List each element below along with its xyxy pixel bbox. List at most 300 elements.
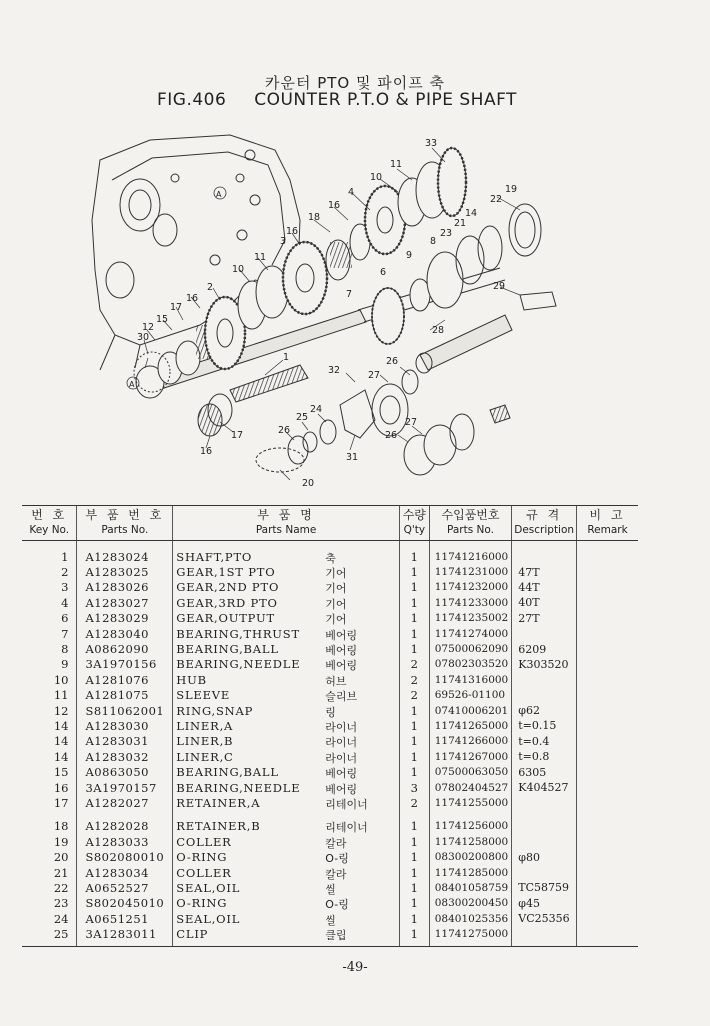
row-part-name-en: RING,SNAP: [176, 703, 254, 718]
row-part-name-ko: 리테이너: [325, 821, 368, 835]
row-part-name-en: SLEEVE: [176, 688, 231, 703]
row-part-name: [173, 611, 400, 626]
row-part-name-en: CLIP: [176, 927, 209, 942]
row-description: t=0.8: [512, 749, 577, 764]
row-part-name: [173, 880, 400, 895]
row-part-no: A0651251: [77, 911, 173, 926]
part-callout-25: 25: [296, 412, 309, 423]
row-description: φ80: [512, 849, 577, 864]
row-qty: 1: [399, 641, 429, 656]
row-key: 6: [61, 611, 69, 626]
row-part-name: [173, 672, 400, 687]
row-remark: [577, 780, 638, 795]
row-part-name-en: BEARING,BALL: [176, 765, 279, 780]
row-part-name-en: BEARING,NEEDLE: [176, 657, 301, 672]
row-remark: [577, 926, 638, 946]
part-callout-16c: 16: [186, 293, 199, 304]
parts-table: [22, 505, 638, 947]
row-description: [512, 811, 577, 834]
row-part-name-ko: O-링: [325, 898, 349, 912]
row-part-name: [173, 703, 400, 718]
figure-title-english: COUNTER P.T.O & PIPE SHAFT: [254, 90, 517, 110]
row-qty: 1: [399, 595, 429, 610]
title-korean: 카운터 PTO 및 파이프 축: [264, 74, 445, 92]
row-key: 20: [53, 850, 69, 865]
row-part-no: A1283031: [77, 734, 173, 749]
row-import-no: 11741265000: [429, 718, 512, 733]
row-remark: [577, 641, 638, 656]
row-description: [512, 926, 577, 946]
row-part-name-ko: 칼라: [325, 836, 347, 850]
row-description: t=0.4: [512, 734, 577, 749]
row-qty: 1: [399, 749, 429, 764]
row-part-name-ko: 베어링: [325, 659, 358, 673]
row-part-name-ko: 슬리브: [325, 690, 358, 704]
table-row: [22, 564, 638, 579]
row-part-name: [173, 780, 400, 795]
row-key: 21: [53, 865, 69, 880]
part-callout-11b: 11: [254, 252, 267, 263]
row-part-name: [173, 811, 400, 834]
table-row: [22, 749, 638, 764]
table-row: [22, 688, 638, 703]
row-import-no: 11741266000: [429, 734, 512, 749]
row-qty: 2: [399, 688, 429, 703]
row-part-name-ko: 링: [325, 705, 336, 719]
table-row: [22, 849, 638, 864]
row-remark: [577, 688, 638, 703]
row-part-name-ko: 라이너: [325, 720, 358, 734]
row-part-name-ko: 기어: [325, 582, 347, 596]
row-part-name-en: RETAINER,B: [176, 819, 261, 834]
row-key: 7: [61, 626, 69, 641]
reference-mark-a-top-label: A: [216, 190, 222, 199]
row-import-no: 07410006201: [429, 703, 512, 718]
row-import-no: 11741267000: [429, 749, 512, 764]
row-part-name-en: GEAR,3RD PTO: [176, 595, 278, 610]
row-description: 47T: [512, 564, 577, 579]
row-qty: 1: [399, 764, 429, 779]
part-callout-26c: 26: [385, 430, 398, 441]
part-callout-6: 6: [380, 267, 387, 278]
row-part-name: [173, 641, 400, 656]
row-remark: [577, 611, 638, 626]
row-import-no: 11741285000: [429, 865, 512, 880]
part-callout-16b: 16: [286, 226, 299, 237]
row-part-no: A1283025: [77, 564, 173, 579]
table-row: [22, 718, 638, 733]
row-import-no: 08300200450: [429, 896, 512, 911]
figure-number: FIG.406: [157, 90, 227, 110]
row-part-no: A1283032: [77, 749, 173, 764]
table-row: [22, 834, 638, 849]
part-callout-33: 33: [425, 138, 438, 149]
row-remark: [577, 880, 638, 895]
part-callout-29: 29: [493, 281, 506, 292]
row-part-name: [173, 911, 400, 926]
row-key: 10: [53, 672, 69, 687]
row-part-name-en: SEAL,OIL: [176, 880, 241, 895]
row-remark: [577, 849, 638, 864]
row-import-no: 11741256000: [429, 811, 512, 834]
part-callout-7: 7: [346, 289, 353, 300]
row-key: 12: [53, 703, 69, 718]
table-row: [22, 811, 638, 834]
row-remark: [577, 703, 638, 718]
row-part-no: A1282027: [77, 795, 173, 810]
row-part-name: [173, 580, 400, 595]
page-number: -49-: [342, 960, 368, 975]
row-import-no: 11741233000: [429, 595, 512, 610]
row-key: 2: [61, 565, 69, 580]
row-part-name: [173, 795, 400, 810]
part-callout-24: 24: [310, 404, 323, 415]
row-qty: 2: [399, 795, 429, 810]
part-callout-23: 23: [440, 228, 453, 239]
row-remark: [577, 749, 638, 764]
row-remark: [577, 896, 638, 911]
row-key: 3: [61, 580, 69, 595]
part-callout-14: 14: [465, 208, 478, 219]
row-qty: 2: [399, 657, 429, 672]
row-import-no: 08300200800: [429, 849, 512, 864]
row-import-no: 11741316000: [429, 672, 512, 687]
row-description: 6305: [512, 764, 577, 779]
row-qty: 1: [399, 926, 429, 946]
table-row: [22, 911, 638, 926]
table-row: [22, 703, 638, 718]
row-part-name: [173, 595, 400, 610]
row-part-name-ko: 리테이너: [325, 797, 368, 811]
row-remark: [577, 718, 638, 733]
row-description: TC58759: [512, 880, 577, 895]
row-description: K404527: [512, 780, 577, 795]
row-qty: 1: [399, 564, 429, 579]
table-row: [22, 734, 638, 749]
row-description: 40T: [512, 595, 577, 610]
row-part-no: 3A1970157: [77, 780, 173, 795]
table-row: [22, 626, 638, 641]
row-import-no: 07802303520: [429, 657, 512, 672]
row-qty: 1: [399, 734, 429, 749]
part-callout-16: 16: [328, 200, 341, 211]
row-description: VC25356: [512, 911, 577, 926]
row-description: 6209: [512, 641, 577, 656]
row-remark: [577, 764, 638, 779]
row-key: 23: [53, 896, 69, 911]
table-row: [22, 595, 638, 610]
row-part-name-en: O-RING: [176, 850, 228, 865]
row-part-name-en: LINER,B: [176, 734, 234, 749]
row-part-name-ko: 기어: [325, 567, 347, 581]
row-part-name: [173, 749, 400, 764]
row-remark: [577, 564, 638, 579]
part-callout-12: 12: [142, 322, 155, 333]
row-part-no: A1281075: [77, 688, 173, 703]
part-callout-17: 17: [170, 302, 183, 313]
part-callout-31: 31: [346, 452, 359, 463]
part-callout-8: 8: [430, 236, 437, 247]
row-description: K303520: [512, 657, 577, 672]
row-part-name-en: BEARING,BALL: [176, 642, 279, 657]
row-part-name-en: BEARING,NEEDLE: [176, 780, 301, 795]
row-qty: 1: [399, 580, 429, 595]
row-description: φ45: [512, 896, 577, 911]
part-callout-9: 9: [406, 250, 413, 261]
row-remark: [577, 911, 638, 926]
row-import-no: 08401058759: [429, 880, 512, 895]
row-remark: [577, 595, 638, 610]
row-part-no: A1283033: [77, 834, 173, 849]
figure-title: [157, 90, 517, 110]
row-part-name-en: LINER,A: [176, 718, 234, 733]
part-callout-3: 3: [280, 236, 287, 247]
row-part-name: [173, 541, 400, 565]
row-part-no: 3A1283011: [77, 926, 173, 946]
part-callout-26b: 26: [278, 425, 291, 436]
row-part-name: [173, 865, 400, 880]
table-row: [22, 896, 638, 911]
part-callout-18: 18: [308, 212, 321, 223]
part-callout-19: 19: [505, 184, 518, 195]
row-part-no: S802045010: [77, 896, 173, 911]
row-description: t=0.15: [512, 718, 577, 733]
part-callout-17b: 17: [231, 430, 244, 441]
col-parts-name: 부 품 명 Parts Name: [173, 506, 400, 541]
row-part-name-en: LINER,C: [176, 749, 234, 764]
row-key: 18: [53, 819, 69, 834]
table-header-row: [22, 506, 638, 541]
row-key: 14: [53, 749, 69, 764]
col-description: 규 격 Description: [512, 506, 577, 541]
row-part-name: [173, 657, 400, 672]
row-part-no: A1282028: [77, 811, 173, 834]
row-part-name-en: RETAINER,A: [176, 795, 261, 810]
col-key: 번 호 Key No.: [22, 506, 77, 541]
row-import-no: 07500063050: [429, 764, 512, 779]
table-row: [22, 580, 638, 595]
part-callout-27b: 27: [405, 417, 418, 428]
table-row: [22, 795, 638, 810]
row-qty: 2: [399, 672, 429, 687]
row-part-name: [173, 626, 400, 641]
part-callout-1: 1: [283, 352, 290, 363]
row-description: [512, 688, 577, 703]
part-callout-28: 28: [432, 325, 445, 336]
row-remark: [577, 865, 638, 880]
row-qty: 1: [399, 611, 429, 626]
row-part-name: [173, 926, 400, 946]
col-import-no: 수입품번호 Parts No.: [429, 506, 512, 541]
row-part-no: S802080010: [77, 849, 173, 864]
row-part-name-en: HUB: [176, 672, 207, 687]
row-remark: [577, 626, 638, 641]
row-remark: [577, 541, 638, 565]
row-description: 44T: [512, 580, 577, 595]
row-import-no: 11741232000: [429, 580, 512, 595]
row-part-no: A1283034: [77, 865, 173, 880]
row-remark: [577, 657, 638, 672]
table-row: [22, 672, 638, 687]
row-qty: 1: [399, 911, 429, 926]
row-import-no: 07500062090: [429, 641, 512, 656]
part-callout-20: 20: [302, 478, 315, 489]
row-part-name-ko: 허브: [325, 674, 347, 688]
row-qty: 1: [399, 703, 429, 718]
row-part-name: [173, 688, 400, 703]
row-key: 8: [61, 642, 69, 657]
row-key: 17: [53, 795, 69, 810]
row-key: 14: [53, 718, 69, 733]
row-part-name: [173, 849, 400, 864]
part-callout-2: 2: [207, 282, 214, 293]
row-part-name-en: COLLER: [176, 834, 232, 849]
row-part-no: A1283040: [77, 626, 173, 641]
row-part-name: [173, 764, 400, 779]
row-qty: 1: [399, 896, 429, 911]
part-callout-21: 21: [454, 218, 467, 229]
row-key: 15: [53, 765, 69, 780]
row-qty: 1: [399, 718, 429, 733]
reference-mark-a-bottom-label: A: [129, 380, 135, 389]
row-part-no: A0862090: [77, 641, 173, 656]
row-remark: [577, 672, 638, 687]
row-part-name-en: SHAFT,PTO: [176, 549, 253, 564]
row-part-no: A0863050: [77, 764, 173, 779]
row-part-no: S811062001: [77, 703, 173, 718]
row-part-no: A0652527: [77, 880, 173, 895]
table-row: [22, 641, 638, 656]
row-part-name-ko: 라이너: [325, 751, 358, 765]
row-part-name-ko: 기어: [325, 597, 347, 611]
table-row: [22, 541, 638, 565]
row-remark: [577, 834, 638, 849]
part-callout-16d: 16: [200, 446, 213, 457]
row-import-no: 11741274000: [429, 626, 512, 641]
row-qty: 1: [399, 626, 429, 641]
row-part-name: [173, 718, 400, 733]
row-import-no: 69526-01100: [429, 688, 512, 703]
row-part-name-ko: 칼라: [325, 867, 347, 881]
row-part-name: [173, 564, 400, 579]
row-key: 16: [53, 780, 69, 795]
row-description: [512, 541, 577, 565]
row-part-name-ko: 베어링: [325, 782, 358, 796]
row-key: 24: [53, 911, 69, 926]
row-part-no: A1283027: [77, 595, 173, 610]
row-part-name-ko: 베어링: [325, 644, 358, 658]
part-callout-32: 32: [328, 365, 341, 376]
row-qty: 1: [399, 541, 429, 565]
row-part-name: [173, 834, 400, 849]
row-key: 19: [53, 834, 69, 849]
row-part-name: [173, 896, 400, 911]
table-row: [22, 657, 638, 672]
row-part-name-ko: 클립: [325, 929, 347, 943]
row-part-name-ko: 베어링: [325, 767, 358, 781]
table-row: [22, 764, 638, 779]
col-remark: 비 고 Remark: [577, 506, 638, 541]
row-description: φ62: [512, 703, 577, 718]
row-part-name-ko: 축: [325, 551, 336, 565]
part-callout-15: 15: [156, 314, 169, 325]
row-import-no: 11741216000: [429, 541, 512, 565]
row-import-no: 11741275000: [429, 926, 512, 946]
row-part-no: A1283029: [77, 611, 173, 626]
col-parts-no: 부 품 번 호 Parts No.: [77, 506, 173, 541]
row-part-name-en: BEARING,THRUST: [176, 626, 300, 641]
part-callout-10: 10: [370, 172, 383, 183]
row-key: 11: [53, 688, 69, 703]
row-import-no: 11741255000: [429, 795, 512, 810]
row-description: [512, 795, 577, 810]
table-row: [22, 926, 638, 946]
part-callout-10b: 10: [232, 264, 245, 275]
part-callout-22: 22: [490, 194, 503, 205]
part-callout-26: 26: [386, 356, 399, 367]
row-description: [512, 672, 577, 687]
row-part-name-ko: 기어: [325, 613, 347, 627]
table-row: [22, 865, 638, 880]
row-import-no: 11741258000: [429, 834, 512, 849]
row-qty: 1: [399, 880, 429, 895]
row-remark: [577, 811, 638, 834]
row-part-name-ko: 씰: [325, 913, 336, 927]
row-key: 9: [61, 657, 69, 672]
row-part-no: 3A1970156: [77, 657, 173, 672]
row-part-name-en: GEAR,2ND PTO: [176, 580, 280, 595]
row-remark: [577, 580, 638, 595]
table-row: [22, 611, 638, 626]
row-import-no: 08401025356: [429, 911, 512, 926]
row-part-name-en: GEAR,OUTPUT: [176, 611, 275, 626]
row-qty: 1: [399, 834, 429, 849]
part-callout-27: 27: [368, 370, 381, 381]
row-remark: [577, 795, 638, 810]
row-import-no: 11741231000: [429, 564, 512, 579]
table-row: [22, 780, 638, 795]
row-description: [512, 834, 577, 849]
row-part-name-ko: 씰: [325, 882, 336, 896]
row-qty: 1: [399, 811, 429, 834]
table-row: [22, 880, 638, 895]
row-part-name-en: GEAR,1ST PTO: [176, 565, 276, 580]
row-description: 27T: [512, 611, 577, 626]
row-import-no: 11741235002: [429, 611, 512, 626]
row-qty: 1: [399, 849, 429, 864]
row-qty: 3: [399, 780, 429, 795]
row-part-name-en: COLLER: [176, 865, 232, 880]
exploded-parts-diagram: [0, 120, 710, 495]
col-qty: 수량 Q'ty: [399, 506, 429, 541]
row-part-name: [173, 734, 400, 749]
row-part-no: A1283024: [77, 541, 173, 565]
row-key: 4: [61, 595, 69, 610]
row-part-name-en: O-RING: [176, 896, 228, 911]
row-part-name-ko: 베어링: [325, 628, 358, 642]
row-description: [512, 865, 577, 880]
row-import-no: 07802404527: [429, 780, 512, 795]
part-callout-30: 30: [137, 332, 150, 343]
row-key: 14: [53, 734, 69, 749]
row-remark: [577, 734, 638, 749]
row-part-name-ko: 라이너: [325, 736, 358, 750]
row-part-no: A1283026: [77, 580, 173, 595]
part-callout-11: 11: [390, 159, 403, 170]
row-key: 25: [22, 926, 77, 946]
row-description: [512, 626, 577, 641]
part-callout-4: 4: [348, 187, 355, 198]
